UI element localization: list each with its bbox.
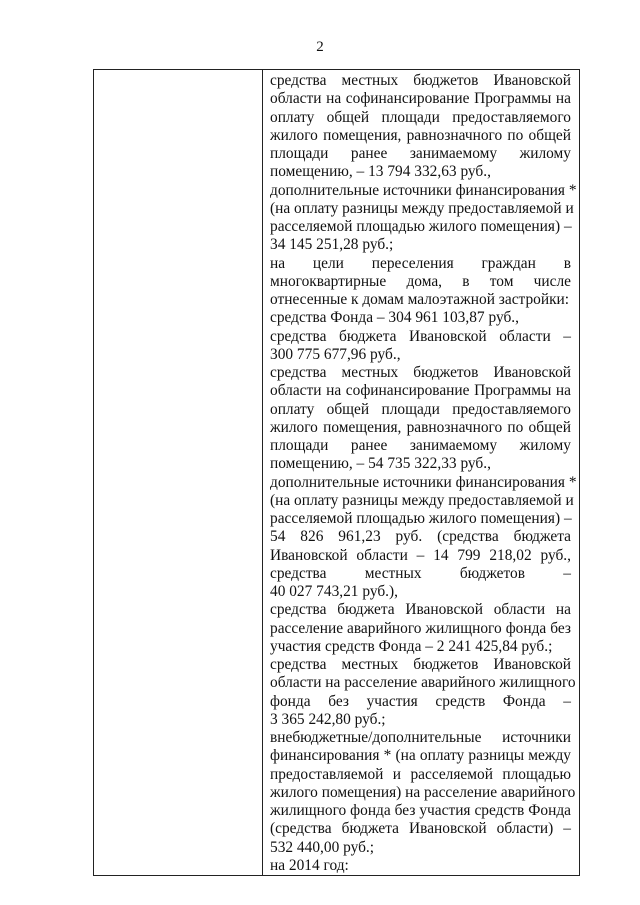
text-line: (на оплату разницы между предоставляемой и: [270, 491, 574, 509]
text-line: расселение аварийного жилищного фонда без: [270, 619, 571, 637]
text-line: (на оплату разницы между предоставляемой и: [270, 199, 574, 217]
text-line: средства Фонда – 304 961 103,87 руб.,: [270, 309, 519, 327]
text-line: на цели переселения граждан в: [270, 254, 571, 272]
text-line: оплату общей площади предоставляемого: [270, 400, 571, 418]
text-line: площади ранее занимаемому жилому: [270, 437, 571, 454]
text-line: средства местных бюджетов Ивановской: [270, 364, 571, 381]
text-line: оплату общей площади предоставляемого: [270, 108, 571, 126]
text-line: средства бюджета Ивановской области на: [270, 601, 571, 619]
text-line: Ивановской области – 14 799 218,02 руб.,: [270, 546, 571, 564]
text-line: на 2014 год:: [270, 856, 349, 874]
text-line: (средства бюджета Ивановской области) –: [270, 820, 571, 838]
text-line: 532 440,00 руб.;: [270, 838, 375, 856]
text-line: 300 775 677,96 руб.,: [270, 345, 401, 363]
text-line: жилого помещения, равнозначного по общей: [270, 418, 571, 436]
text-line: средства местных бюджетов Ивановской: [270, 656, 571, 673]
page-number: 2: [316, 39, 324, 55]
text-line: средства местных бюджетов –: [270, 564, 571, 582]
text-line: участия средств Фонда – 2 241 425,84 руб.;: [270, 637, 553, 655]
text-line: площади ранее занимаемому жилому: [270, 145, 571, 162]
text-line: дополнительные источники финансирования *: [270, 181, 577, 199]
text-line: внебюджетные/дополнительные источники: [270, 729, 571, 746]
text-line: помещению, – 54 735 322,33 руб.,: [270, 455, 491, 473]
text-line: области на расселение аварийного жилищного: [270, 674, 576, 692]
text-line: области на софинансирование Программы на: [270, 382, 571, 400]
funding-table: [93, 69, 580, 876]
text-line: расселяемой площадью жилого помещения) –: [270, 510, 572, 527]
text-line: 54 826 961,23 руб. (средства бюджета: [270, 528, 571, 546]
table-row: [94, 70, 580, 876]
text-line: помещению, – 13 794 332,63 руб.,: [270, 163, 491, 181]
text-line: средства местных бюджетов Ивановской: [270, 72, 571, 89]
text-line: жилищного фонда без участия средств Фонда: [270, 802, 571, 819]
text-line: финансирования * (на оплату разницы между: [270, 747, 571, 765]
text-line: средства бюджета Ивановской области –: [270, 327, 571, 345]
text-line: предоставляемой и расселяемой площадью: [270, 765, 571, 783]
text-line: отнесенные к домам малоэтажной застройки:: [270, 291, 570, 308]
table-cell-right: [263, 70, 580, 876]
table-cell-left: [94, 70, 263, 876]
text-line: жилого помещения, равнозначного по общей: [270, 126, 571, 144]
text-line: области на софинансирование Программы на: [270, 90, 571, 108]
text-line: фонда без участия средств Фонда –: [270, 692, 571, 710]
text-line: 40 027 743,21 руб.),: [270, 583, 398, 600]
text-line: дополнительные источники финансирования *: [270, 473, 577, 491]
text-line: жилого помещения) на расселение аварийного: [270, 783, 576, 801]
text-line: многоквартирные дома, в том числе: [270, 272, 571, 290]
text-line: расселяемой площадью жилого помещения) –: [270, 218, 572, 235]
funding-text: [263, 70, 579, 875]
text-line: 34 145 251,28 руб.;: [270, 236, 394, 254]
text-line: 3 365 242,80 руб.;: [270, 710, 386, 728]
